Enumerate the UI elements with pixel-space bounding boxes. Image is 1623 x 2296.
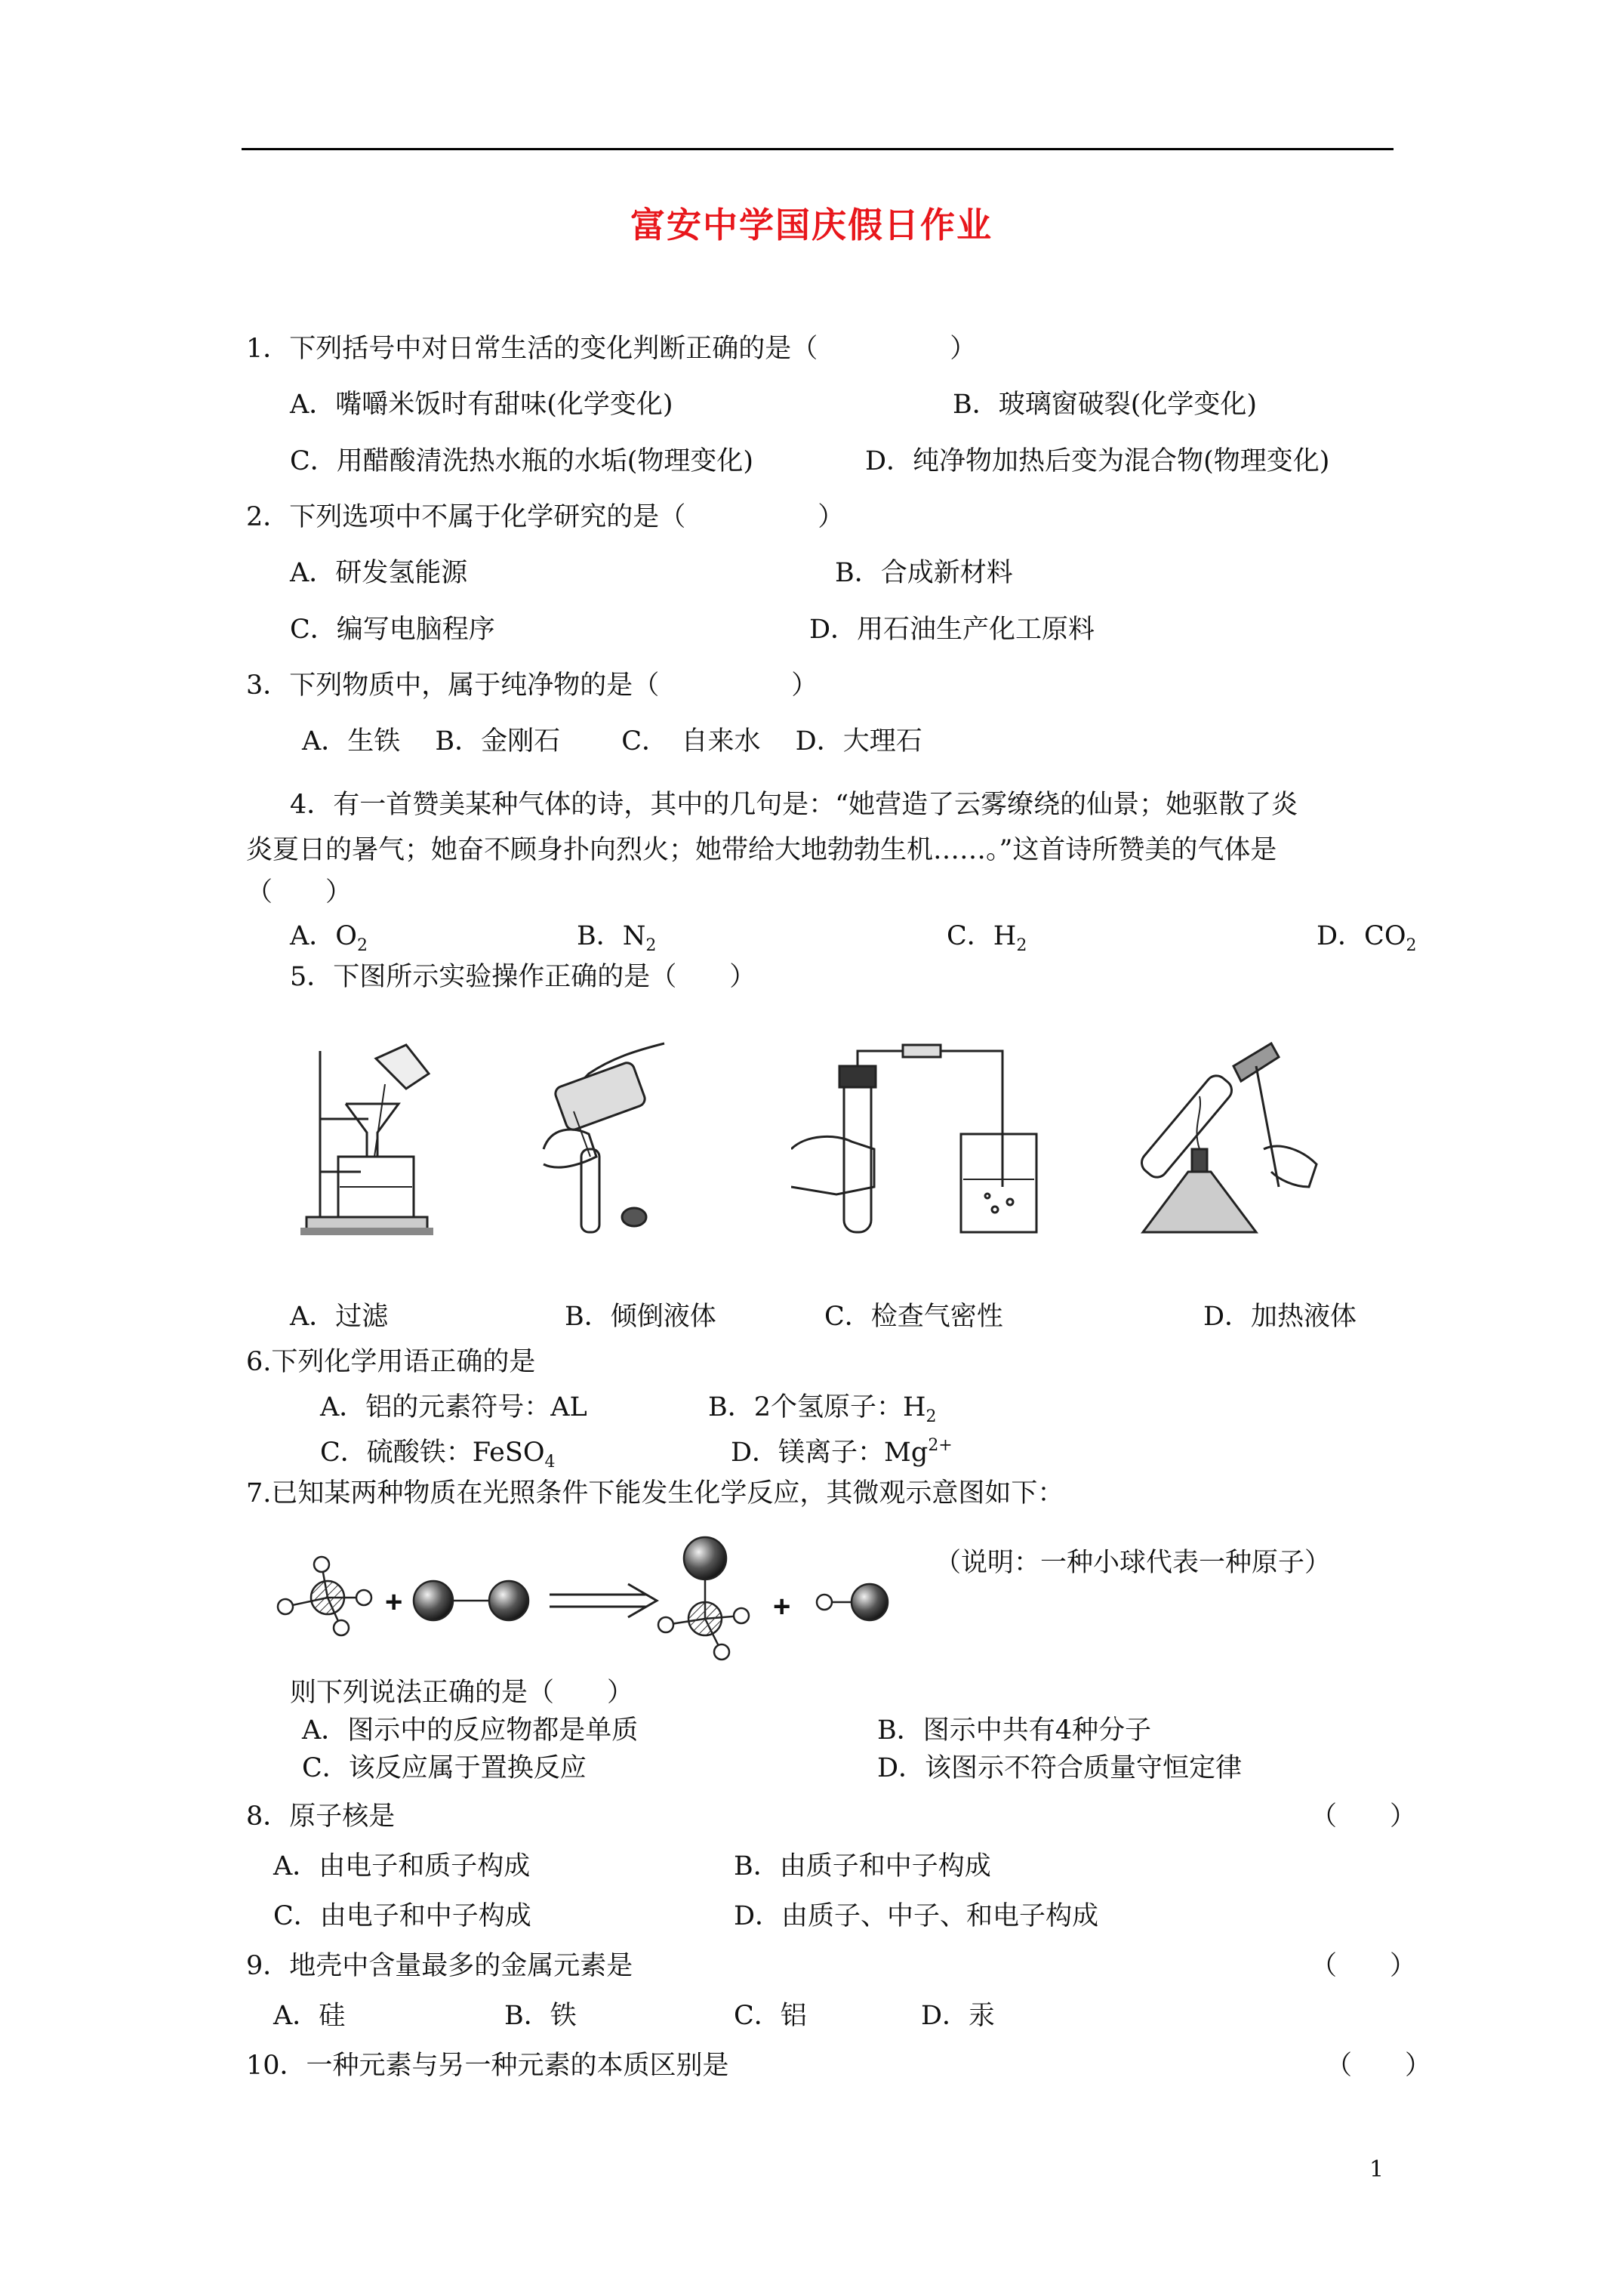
q5-stem: 5．下图所示实验操作正确的是（ ） <box>290 962 756 992</box>
q7-note: （说明：一种小球代表一种原子） <box>935 1548 1332 1578</box>
q3-options: A．生铁 B．金刚石 C． 自来水 D．大理石 <box>302 726 922 757</box>
q7-stem: 7.已知某两种物质在光照条件下能发生化学反应，其微观示意图如下： <box>246 1478 1064 1509</box>
q1-option-c: C．用醋酸清洗热水瓶的水垢(物理变化) <box>290 446 754 476</box>
q4-option-a: A．$O_2$ <box>290 921 368 955</box>
q4-line1: 4．有一首赞美某种气体的诗，其中的几句是：“她营造了云雾缭绕的仙景；她驱散了炎 <box>290 790 1298 820</box>
q2-option-a: A．研发氢能源 <box>290 558 468 588</box>
q4-option-b: B．$N_2$ <box>577 921 657 955</box>
q9-option-c: C．铝 <box>734 2001 807 2031</box>
q4-line2: 炎夏日的暑气；她奋不顾身扑向烈火；她带给大地勃勃生机……。”这首诗所赞美的气体是 <box>246 835 1277 865</box>
q6-option-a: A．铝的元素符号：AL <box>320 1392 587 1422</box>
q8-option-a: A．由电子和质子构成 <box>273 1851 531 1881</box>
q9-stem: 9．地壳中含量最多的金属元素是 <box>246 1951 633 1981</box>
q8-option-b: B．由质子和中子构成 <box>734 1851 991 1881</box>
q5-option-a: A．过滤 <box>290 1302 389 1332</box>
q5-option-c: C．检查气密性 <box>824 1302 1003 1332</box>
q4-option-d: D．$CO_2$ <box>1317 921 1417 955</box>
pouring-liquid-figure <box>528 1036 687 1240</box>
q2-option-d: D．用石油生产化工原料 <box>809 615 1095 645</box>
header-rule <box>242 148 1394 150</box>
q1-option-a: A．嘴嚼米饭时有甜味(化学变化) <box>290 390 673 420</box>
q8-stem: 8．原子核是 <box>246 1801 396 1832</box>
q7-option-b: B．图示中共有4种分子 <box>877 1715 1151 1746</box>
q7-option-c: C．该反应属于置换反应 <box>302 1753 587 1783</box>
q9-option-d: D．汞 <box>921 2001 996 2031</box>
page-title: 富安中学国庆假日作业 <box>630 205 993 245</box>
q7-sub-stem: 则下列说法正确的是（ ） <box>290 1678 634 1708</box>
q1-option-b: B．玻璃窗破裂(化学变化) <box>953 390 1258 420</box>
q5-option-b: B．倾倒液体 <box>565 1302 716 1332</box>
filtration-figure <box>300 1036 436 1240</box>
q8-option-c: C．由电子和中子构成 <box>273 1901 531 1931</box>
q4-option-c: C．$H_2$ <box>947 921 1027 955</box>
q8-option-d: D．由质子、中子、和电子构成 <box>734 1901 1099 1931</box>
page-number: 1 <box>1369 2156 1384 2183</box>
q1-option-d: D．纯净物加热后变为混合物(物理变化) <box>865 446 1330 476</box>
q2-option-b: B．合成新材料 <box>835 558 1013 588</box>
reaction-diagram <box>269 1534 948 1685</box>
q9-option-a: A．硅 <box>273 2001 346 2031</box>
q2-option-c: C．编写电脑程序 <box>290 615 495 645</box>
q9-option-b: B．铁 <box>504 2001 577 2031</box>
plus-sign-2: + <box>773 1590 791 1623</box>
q7-option-a: A．图示中的反应物都是单质 <box>302 1715 639 1746</box>
q9-answer-paren: （ ） <box>1310 1951 1417 1981</box>
q10-answer-paren: （ ） <box>1326 2051 1432 2081</box>
q6-option-b: B．2个氢原子：$H_2$ <box>708 1392 937 1426</box>
airtightness-figure <box>791 1036 1040 1240</box>
q5-option-d: D．加热液体 <box>1203 1302 1357 1332</box>
q7-option-d: D．该图示不符合质量守恒定律 <box>877 1753 1243 1783</box>
heating-liquid-figure <box>1128 1036 1332 1240</box>
plus-sign-1: + <box>385 1586 403 1619</box>
q6-stem: 6.下列化学用语正确的是 <box>246 1347 536 1377</box>
q10-stem: 10．一种元素与另一种元素的本质区别是 <box>246 2051 729 2081</box>
q1-stem: 1．下列括号中对日常生活的变化判断正确的是（ ） <box>246 334 977 364</box>
q3-stem: 3．下列物质中，属于纯净物的是（ ） <box>246 670 818 701</box>
q6-option-c: C．硫酸铁：FeSO$_4$ <box>320 1438 556 1472</box>
q4-line3: （ ） <box>246 877 353 908</box>
q6-option-d: D．镁离子：$Mg^{2+}$ <box>731 1436 953 1468</box>
q8-answer-paren: （ ） <box>1310 1801 1417 1832</box>
q2-stem: 2．下列选项中不属于化学研究的是（ ） <box>246 502 845 532</box>
